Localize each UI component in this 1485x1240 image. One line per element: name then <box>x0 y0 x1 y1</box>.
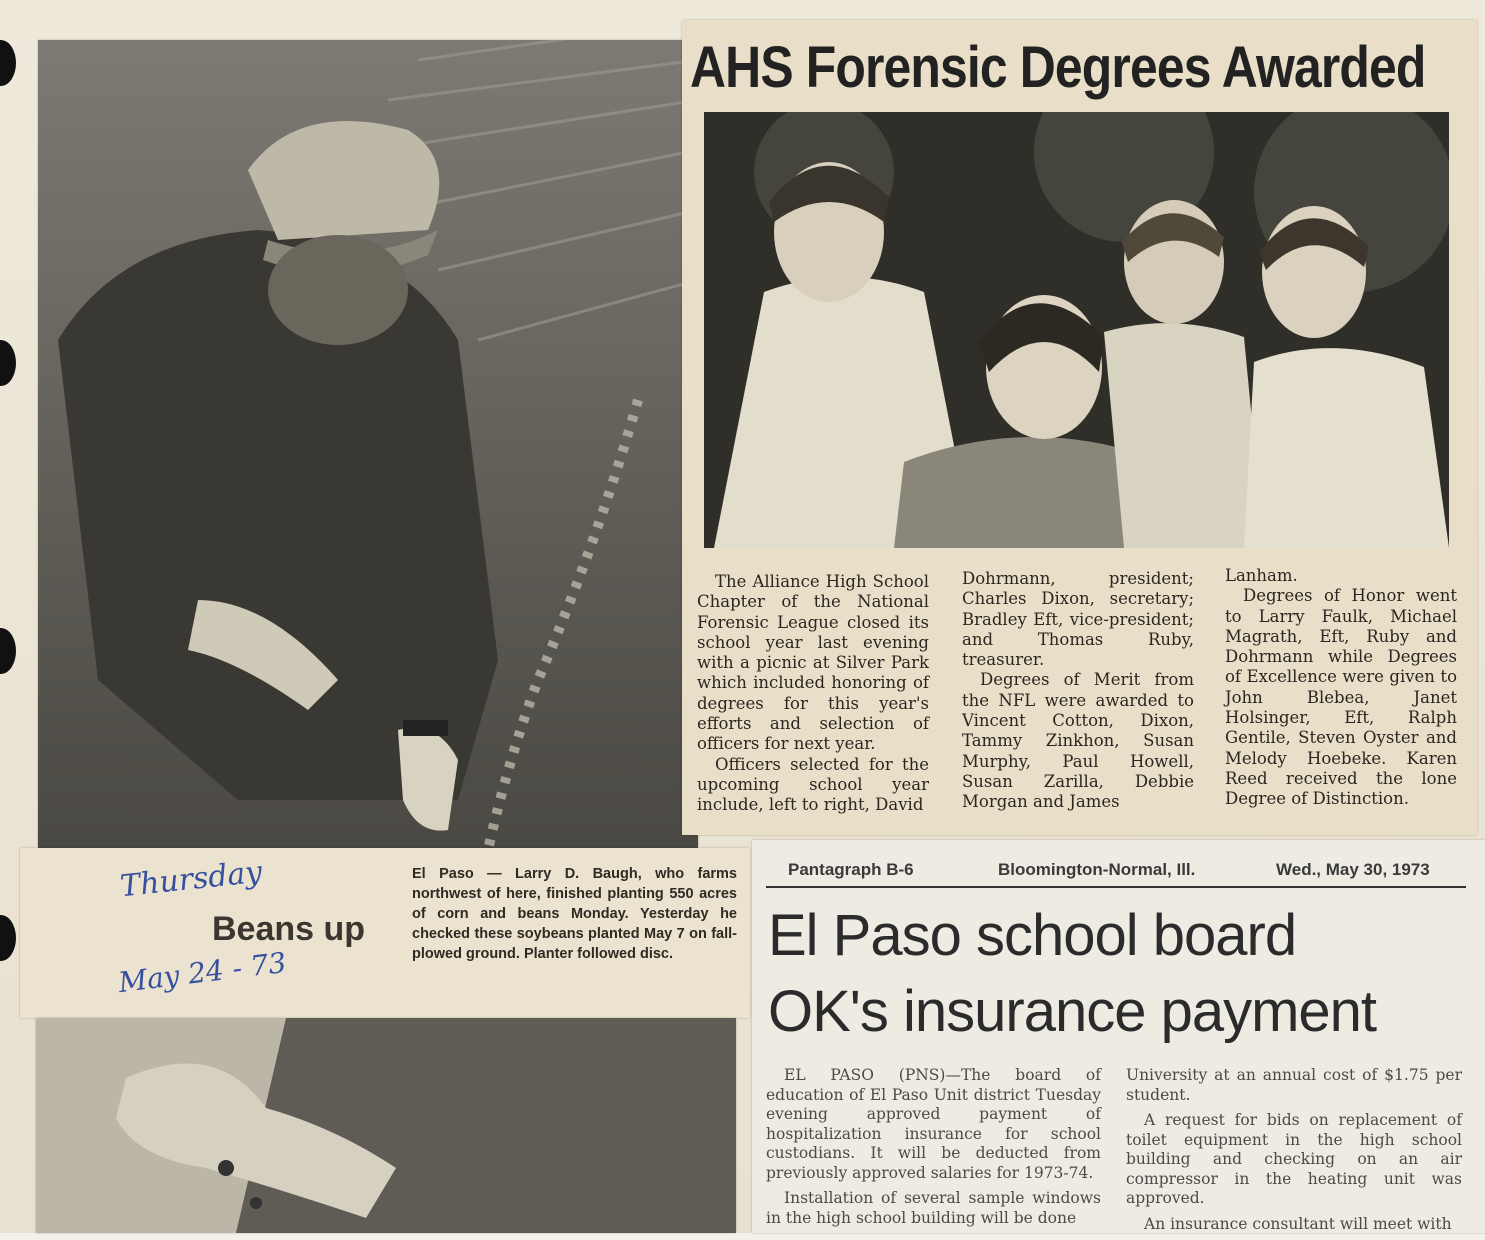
handwritten-day: Thursday <box>118 854 264 905</box>
forensic-column-2 <box>962 569 1194 813</box>
masthead-date: Wed., May 30, 1973 <box>1276 860 1430 879</box>
binder-holes <box>0 0 22 1233</box>
masthead-paper: Pantagraph B-6 <box>788 860 914 879</box>
binder-hole <box>0 40 16 86</box>
el-paso-paragraph: EL PASO (PNS)—The board of education of El Paso Unit district Tuesday evening approved payment of hospitalization insurance for school custodians. It will be deducted from previously approved salaries for 1973-74. <box>766 1066 1101 1182</box>
beans-headline: Beans up <box>212 910 366 948</box>
el-paso-column-1 <box>766 1066 1101 1234</box>
handwritten-date: May 24 - 73 <box>116 945 288 1000</box>
forensic-article-body <box>697 566 1457 822</box>
forensic-column-3 <box>1225 566 1457 810</box>
soybean-closeup-photo <box>36 1018 736 1233</box>
binder-hole <box>0 915 16 961</box>
forensic-headline: AHS Forensic Degrees Awarded <box>690 35 1426 100</box>
el-paso-paragraph: A request for bids on replacement of toilet equipment in the high school building and checking on an air compressor in the heating unit was approved. <box>1126 1111 1462 1207</box>
el-paso-headline-line1: El Paso school board <box>768 903 1297 968</box>
forensic-paragraph: The Alliance High School Chapter of the National Forensic League closed its school year last evening with a picnic at Silver Park which included honoring of degrees for this year's efforts and selection of officers for next year. <box>697 572 929 754</box>
forensic-paragraph: Degrees of Merit from the NFL were awarded to Vincent Cotton, Dixon, Tammy Zinkhon, Susan Murphy, Paul Howell, Susan Zarilla, Debbie Morgan and James <box>962 670 1194 812</box>
el-paso-headline-line2: OK's insurance payment <box>768 979 1377 1044</box>
students-photo <box>704 112 1449 548</box>
forensic-paragraph: Officers selected for the upcoming school year include, left to right, David <box>697 754 929 815</box>
beans-caption: El Paso — Larry D. Baugh, who farms northwest of here, finished planting 550 acres of corn and beans Monday. Yesterday he checked these soybeans planted May 7 on fall-plowed ground. Planter followed disc. <box>412 866 737 962</box>
el-paso-paragraph: Installation of several sample windows in the high school building will be done <box>766 1189 1101 1227</box>
masthead-city: Bloomington-Normal, Ill. <box>998 860 1196 879</box>
beans-up-clipping <box>20 848 750 1018</box>
forensic-clipping <box>682 20 1477 835</box>
binder-hole <box>0 340 16 386</box>
el-paso-clipping <box>752 840 1485 1233</box>
forensic-column-1 <box>697 572 929 816</box>
forensic-paragraph: Dohrmann, president; Charles Dixon, secretary; Bradley Eft, vice-president; and Thomas Ruby, treasurer. <box>962 569 1194 670</box>
forensic-paragraph: Degrees of Honor went to Larry Faulk, Michael Magrath, Eft, Ruby and Dohrmann while Degrees of Excellence were given to John Blebea, Janet Holsinger, Eft, Ralph Gentile, Steven Oyster and Melody Hoebeke. Karen Reed received the lone Degree of Distinction. <box>1225 586 1457 809</box>
el-paso-paragraph: University at an annual cost of $1.75 per student. <box>1126 1066 1462 1104</box>
farmer-photo <box>38 40 698 850</box>
el-paso-column-2 <box>1126 1066 1462 1240</box>
forensic-paragraph: Lanham. <box>1225 566 1298 585</box>
el-paso-paragraph: An insurance consultant will meet with <box>1144 1214 1452 1233</box>
masthead <box>766 854 1466 888</box>
binder-hole <box>0 628 16 674</box>
